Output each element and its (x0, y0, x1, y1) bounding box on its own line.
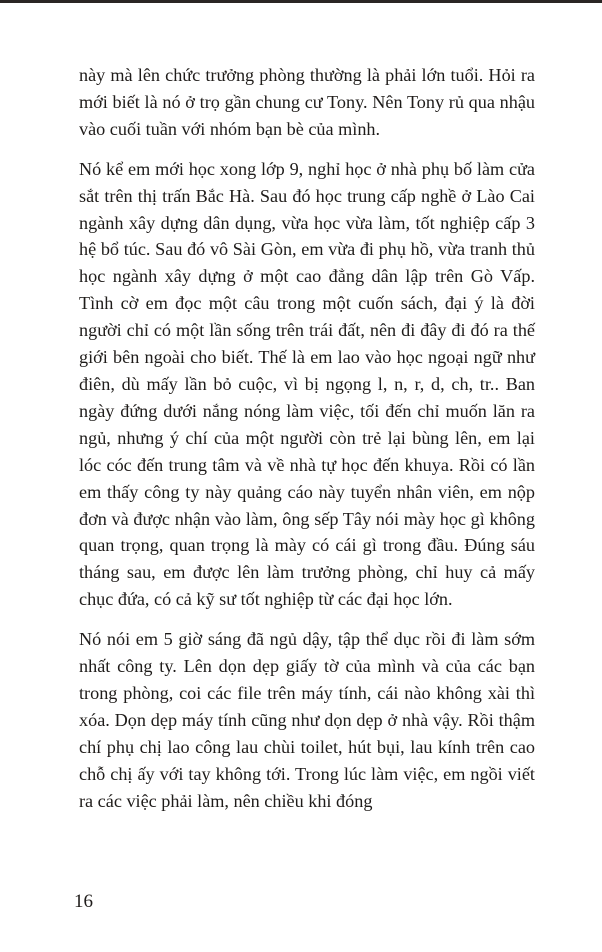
paragraph-continuation: này mà lên chức trưởng phòng thường là phải lớn tuổi. Hỏi ra mới biết là nó ở trọ gần chung cư Tony. Nên Tony rủ qua nhậu vào cuối tuần với nhóm bạn bè của mình. (79, 65, 535, 139)
top-border-rule (0, 0, 602, 3)
page-body (79, 62, 535, 814)
paragraph-routine: Nó nói em 5 giờ sáng đã ngủ dậy, tập thể dục rồi đi làm sớm nhất công ty. Lên dọn dẹp giấy tờ của mình và của các bạn trong phòng, coi các file trên máy tính, cái nào không xài thì xóa. Dọn dẹp máy tính cũng như dọn dẹp ở nhà vậy. Rồi thậm chí phụ chị lao công lau chùi toilet, hút bụi, lau kính trên cao chỗ chị ấy với tay không tới. Trong lúc làm việc, em ngồi viết ra các việc phải làm, nên chiều khi đóng (79, 629, 535, 811)
page-number: 16 (74, 891, 93, 912)
paragraph-story: Nó kể em mới học xong lớp 9, nghỉ học ở nhà phụ bố làm cửa sắt trên thị trấn Bắc Hà. Sau đó học trung cấp nghề ở Lào Cai ngành xây dựng dân dụng, vừa học vừa làm, tốt nghiệp cấp 3 hệ bổ túc. Sau đó vô Sài Gòn, em vừa đi phụ hồ, vừa tranh thủ học ngành xây dựng ở một cao đẳng dân lập trên Gò Vấp. Tình cờ em đọc một câu trong một cuốn sách, đại ý là đời người chỉ có một lần sống trên trái đất, nên đi đây đi đó ra thế giới bên ngoài cho biết. Thế là em lao vào học ngoại ngữ như điên, dù mấy lần bỏ cuộc, vì bị ngọng l, n, r, d, ch, tr.. Ban ngày đứng dưới nắng nóng làm việc, tối đến chỉ muốn lăn ra ngủ, nhưng ý chí của một người còn trẻ lại bùng lên, em lại lóc cóc đến trung tâm và về nhà tự học đến khuya. Rồi có lần em thấy công ty này quảng cáo này tuyển nhân viên, em nộp đơn và được nhận vào làm, ông sếp Tây nói mày học gì không quan trọng, quan trọng là mày có cái gì trong đầu. Đúng sáu tháng sau, em được lên làm trưởng phòng, chỉ huy cả mấy chục đứa, có cả kỹ sư tốt nghiệp từ các đại học lớn. (79, 158, 535, 610)
